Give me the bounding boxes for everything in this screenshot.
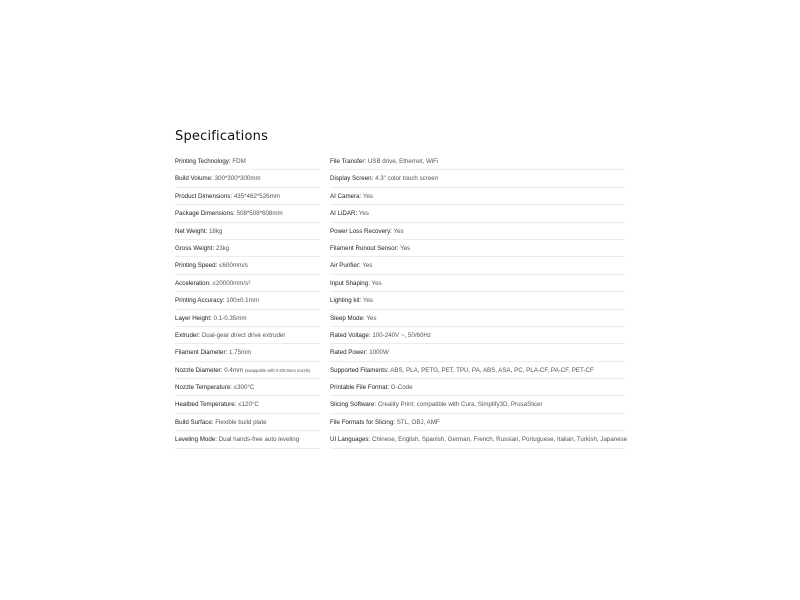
spec-label: Printing Technology: <box>175 158 231 165</box>
spec-row <box>175 205 320 222</box>
spec-value: STL, OBJ, AMF <box>396 418 440 426</box>
spec-row <box>330 362 625 379</box>
spec-label: Supported Filaments: <box>330 366 389 374</box>
spec-value: Chinese, English, Spanish, German, French, Russian, Portuguese, Italian, Turkish, Japanese <box>371 436 628 444</box>
spec-label: Power Loss Recovery: <box>330 227 392 235</box>
spec-label: Net Weight: <box>175 227 208 235</box>
spec-value: 0.4mm <box>224 366 244 374</box>
spec-label: Display Screen: <box>330 175 374 183</box>
spec-label: Printable File Format: <box>330 384 390 392</box>
page-title: Specifications <box>175 129 269 144</box>
spec-row <box>175 362 320 379</box>
spec-row <box>330 188 625 205</box>
spec-value: 300*300*300mm <box>214 175 261 183</box>
spec-value: 100±0.1mm <box>226 297 259 305</box>
spec-row <box>175 153 320 170</box>
spec-label: Input Shaping: <box>330 279 370 287</box>
spec-value: 4.3" color touch screen <box>375 175 439 183</box>
spec-row <box>175 344 320 361</box>
spec-value: Yes <box>371 279 382 287</box>
spec-row <box>330 431 628 448</box>
spec-row <box>330 414 625 431</box>
spec-row <box>175 275 320 292</box>
spec-label: Heatbed Temperature: <box>175 401 237 409</box>
left-spec-column <box>175 153 320 449</box>
spec-row <box>330 275 625 292</box>
spec-note: (swappable with 0.6/0.8mm nozzle) <box>244 367 311 373</box>
spec-value: ABS, PLA, PETG, PET, TPU, PA, ABS, ASA, PC, PLA-CF, PA-CF, PET-CF <box>390 366 594 374</box>
spec-label: Lighting kit: <box>330 297 362 305</box>
spec-row <box>330 257 625 274</box>
spec-value: G-Code <box>390 384 413 392</box>
spec-label: Acceleration: <box>175 279 211 287</box>
spec-label: Slicing Software: <box>330 401 377 409</box>
spec-value: FDM <box>232 158 246 165</box>
spec-value: Creality Print; compatible with Cura, Simplify3D, PrusaSlicer <box>377 401 543 409</box>
spec-value: 23kg <box>215 244 230 252</box>
spec-row <box>330 344 625 361</box>
spec-label: Filament Diameter: <box>175 349 228 357</box>
spec-value: ≤20000mm/s² <box>212 279 251 287</box>
spec-row <box>330 205 625 222</box>
spec-value: ≤300°C <box>233 384 255 392</box>
spec-value: ≤120°C <box>238 401 259 409</box>
spec-label: File Transfer: <box>330 158 367 165</box>
spec-label: Nozzle Temperature: <box>175 384 232 392</box>
spec-row <box>175 223 320 240</box>
spec-value: Yes <box>362 192 373 200</box>
spec-value: Dual hands-free auto leveling <box>218 436 300 444</box>
spec-label: Extruder: <box>175 331 201 339</box>
spec-value: 1000W <box>369 349 389 357</box>
spec-row <box>330 292 625 309</box>
spec-label: Layer Height: <box>175 314 212 322</box>
spec-value: Yes <box>393 227 404 235</box>
spec-label: Build Surface: <box>175 418 214 426</box>
spec-row <box>330 379 625 396</box>
spec-value: 508*508*608mm <box>236 210 283 218</box>
spec-value: 100-240V ~, 50/60Hz <box>372 331 431 339</box>
spec-value: Dual-gear direct drive extruder <box>201 331 286 339</box>
spec-label: AI Camera: <box>330 192 362 200</box>
spec-value: Yes <box>362 297 374 305</box>
spec-row <box>175 240 320 257</box>
spec-label: Nozzle Diameter: <box>175 366 223 374</box>
spec-row <box>330 153 625 170</box>
spec-value: 1.75mm <box>229 349 252 357</box>
spec-row <box>175 170 320 187</box>
spec-value: ≤600mm/s <box>219 262 248 270</box>
spec-row <box>330 223 625 240</box>
spec-value: Yes <box>366 314 377 322</box>
spec-label: Gross Weight: <box>175 244 215 252</box>
spec-label: Sleep Mode: <box>330 314 365 322</box>
right-spec-column <box>330 153 628 449</box>
spec-label: Air Purifier: <box>330 262 361 270</box>
spec-row <box>175 431 320 448</box>
spec-row <box>330 170 625 187</box>
spec-value: USB drive, Ethernet, WiFi <box>367 158 439 165</box>
spec-value: Yes <box>400 244 411 252</box>
spec-value: 0.1-0.35mm <box>213 314 247 322</box>
spec-label: Package Dimensions: <box>175 210 235 218</box>
spec-row <box>175 257 320 274</box>
spec-label: Product Dimensions: <box>175 192 233 200</box>
spec-row <box>330 310 625 327</box>
spec-row <box>175 414 320 431</box>
spec-label: Printing Accuracy: <box>175 297 225 305</box>
spec-label: File Formats for Slicing: <box>330 418 395 426</box>
spec-label: Leveling Mode: <box>175 436 217 444</box>
spec-label: UI Languages: <box>330 436 371 444</box>
spec-row <box>175 292 320 309</box>
spec-row <box>175 396 320 413</box>
spec-row <box>175 188 320 205</box>
spec-row <box>175 379 320 396</box>
spec-label: Printing Speed: <box>175 262 218 270</box>
spec-row <box>330 327 625 344</box>
spec-label: Rated Power: <box>330 349 368 357</box>
spec-row <box>330 240 625 257</box>
spec-row <box>175 310 320 327</box>
spec-label: Build Volume: <box>175 175 213 183</box>
spec-value: Yes <box>362 262 373 270</box>
spec-value: 435*462*526mm <box>233 192 280 200</box>
spec-label: Filament Runout Sensor: <box>330 244 399 252</box>
spec-label: Rated Voltage: <box>330 331 371 339</box>
spec-value: Flexible build plate <box>215 418 267 426</box>
spec-row <box>175 327 320 344</box>
spec-label: AI LiDAR: <box>330 210 358 218</box>
spec-row <box>330 396 625 413</box>
spec-value: 18kg <box>208 227 223 235</box>
spec-value: Yes <box>358 210 369 218</box>
